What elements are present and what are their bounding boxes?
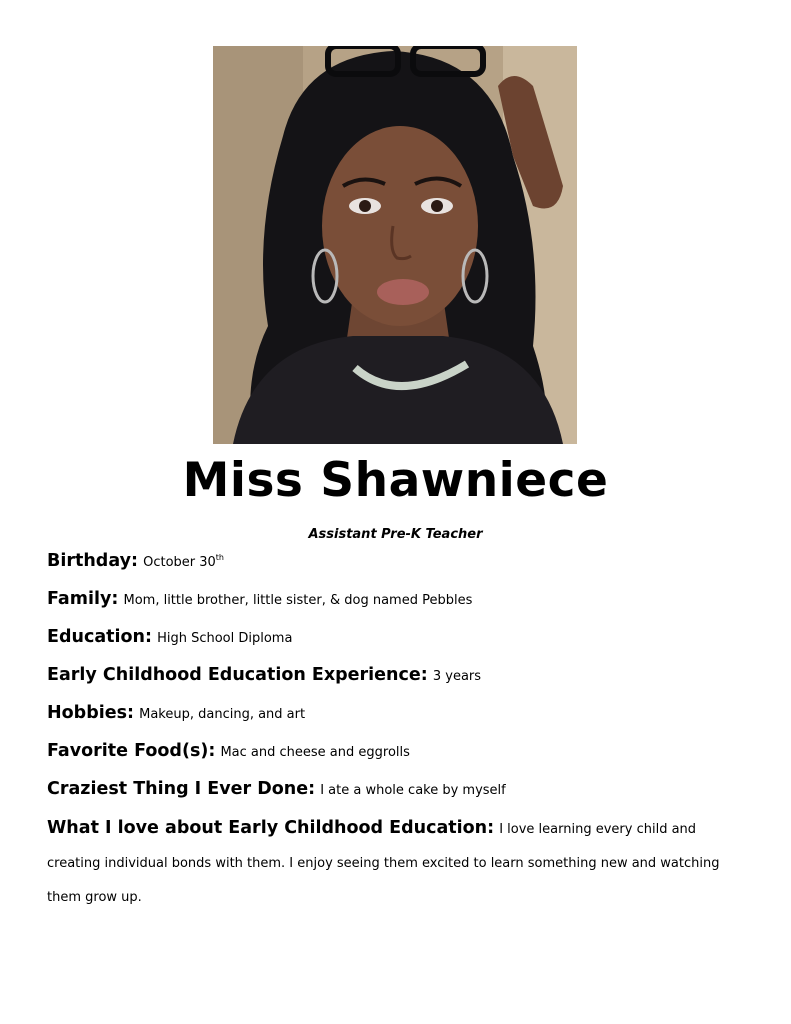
fact-label: Education: [47, 627, 152, 647]
fact-experience [47, 660, 747, 698]
teacher-photo [213, 46, 577, 444]
fact-family [47, 584, 747, 622]
fact-value: High School Diploma [157, 631, 293, 646]
fact-hobbies [47, 698, 747, 736]
fact-education [47, 622, 747, 660]
teacher-role: Assistant Pre-K Teacher [308, 527, 483, 542]
fact-value: Mom, little brother, little sister, & dog named Pebbles [123, 593, 473, 608]
fact-what-i-love [47, 812, 747, 905]
birthday-suffix: th [215, 553, 225, 562]
fact-birthday [47, 546, 747, 584]
fact-craziest-thing [47, 774, 747, 812]
fact-value: 3 years [432, 669, 482, 684]
fact-label: Birthday: [47, 551, 138, 571]
birthday-date: October 30 [143, 555, 216, 570]
fact-value: Makeup, dancing, and art [139, 707, 306, 722]
fact-value: I ate a whole cake by myself [320, 783, 506, 798]
teacher-name: Miss Shawniece [182, 453, 609, 508]
facts-list [47, 546, 747, 905]
fact-label: Hobbies: [47, 703, 135, 723]
fact-favorite-food [47, 736, 747, 774]
fact-label: Early Childhood Education Experience: [47, 665, 428, 685]
fact-label: Craziest Thing I Ever Done: [47, 779, 316, 799]
fact-value: Mac and cheese and eggrolls [220, 745, 410, 760]
fact-label: Favorite Food(s): [47, 741, 216, 761]
fact-value [143, 555, 224, 570]
fact-label: What I love about Early Childhood Education: [47, 818, 495, 838]
fact-label: Family: [47, 589, 119, 609]
fact-value: I love learning every child and creating individual bonds with them. I enjoy seeing them excited to learn something new and watching them grow up. [47, 822, 720, 905]
